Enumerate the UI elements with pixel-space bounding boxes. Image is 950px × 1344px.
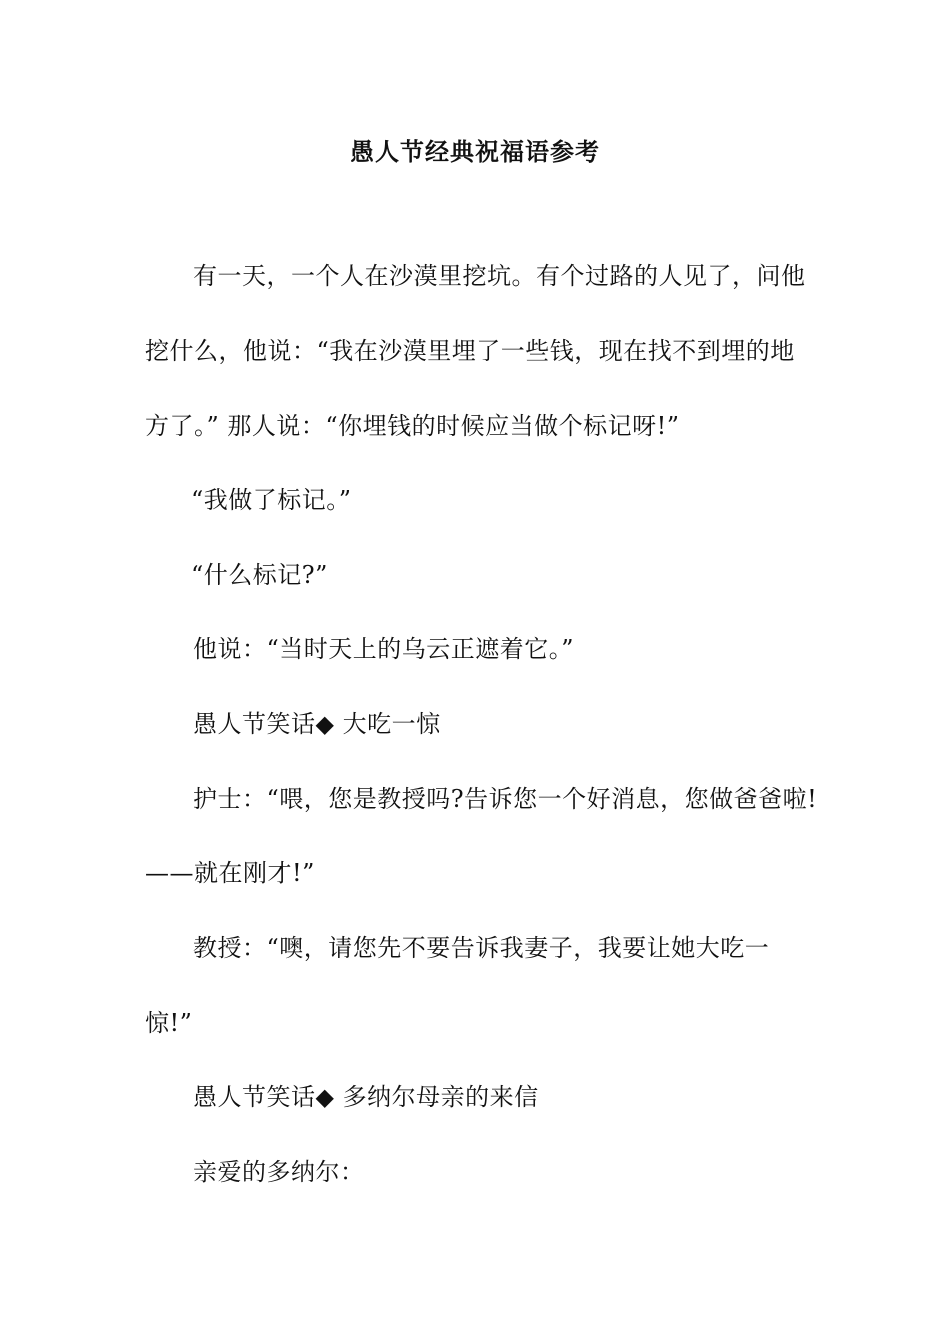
paragraph-line: 挖什么，他说：“我在沙漠里埋了一些钱，现在找不到埋的地 xyxy=(145,337,795,365)
paragraph-line: 他说：“当时天上的乌云正遮着它。” xyxy=(193,635,575,663)
paragraph-line: 护士：“喂，您是教授吗?告诉您一个好消息，您做爸爸啦! xyxy=(193,785,818,813)
paragraph-line: 惊!” xyxy=(145,1009,193,1037)
paragraph-line: 方了。” 那人说：“你埋钱的时候应当做个标记呀!” xyxy=(145,412,680,440)
paragraph-line: “我做了标记。” xyxy=(191,486,352,514)
paragraph-line: 有一天，一个人在沙漠里挖坑。有个过路的人见了，问他 xyxy=(193,262,806,290)
paragraph-line: 教授：“噢，请您先不要告诉我妻子，我要让她大吃一 xyxy=(193,934,770,962)
document-title: 愚人节经典祝福语参考 xyxy=(350,137,600,166)
paragraph-line: ——就在刚才!” xyxy=(145,859,315,887)
section-heading: 愚人节笑话◆ 大吃一惊 xyxy=(193,710,441,738)
section-heading: 愚人节笑话◆ 多纳尔母亲的来信 xyxy=(193,1083,539,1111)
paragraph-line: 亲爱的多纳尔： xyxy=(193,1158,365,1186)
paragraph-line: “什么标记?” xyxy=(191,561,328,589)
